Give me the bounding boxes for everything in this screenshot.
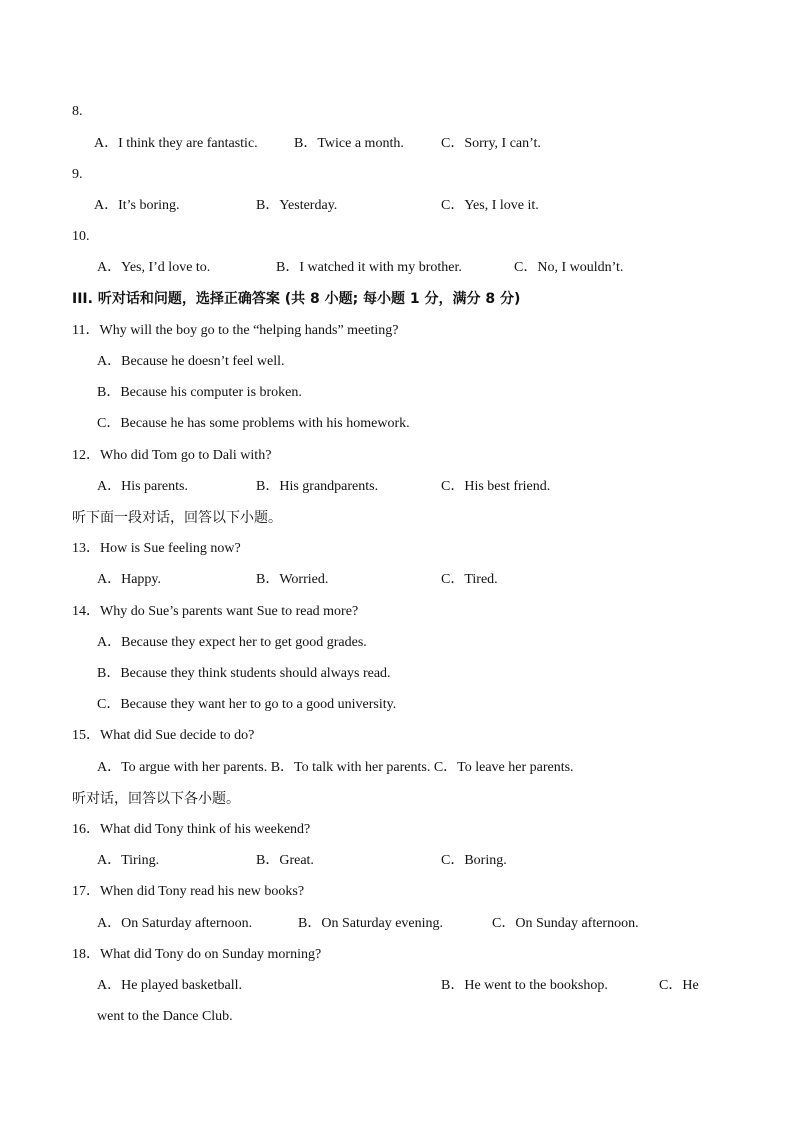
q12-stem: 12．Who did Tom go to Dali with? — [72, 448, 272, 463]
section-3-heading: III. 听对话和问题，选择正确答案 (共 8 小题; 每小题 1 分，满分 8 分) — [72, 291, 521, 307]
question-10-number: 10. — [72, 229, 90, 244]
q14-option-b: B．Because they think students should always read. — [97, 666, 391, 681]
q13-option-a: A．Happy. — [97, 572, 162, 587]
question-9-number: 9. — [72, 167, 83, 182]
q14-stem: 14．Why do Sue’s parents want Sue to read more? — [72, 604, 359, 619]
q12-option-a: A．His parents. — [97, 479, 188, 494]
q16-option-a: A．Tiring. — [97, 853, 160, 868]
q17-option-c: C．On Sunday afternoon. — [492, 916, 639, 931]
q18-stem: 18．What did Tony do on Sunday morning? — [72, 947, 322, 962]
q8-option-b: B．Twice a month. — [294, 136, 404, 151]
q11-option-c: C．Because he has some problems with his homework. — [97, 416, 410, 431]
q12-option-b: B．His grandparents. — [256, 479, 379, 494]
q13-stem: 13．How is Sue feeling now? — [72, 541, 241, 556]
q10-option-c: C．No, I wouldn’t. — [514, 260, 624, 275]
q8-option-c: C．Sorry, I can’t. — [441, 136, 541, 151]
q11-option-a: A．Because he doesn’t feel well. — [97, 354, 285, 369]
q16-option-c: C．Boring. — [441, 853, 507, 868]
q14-option-a: A．Because they expect her to get good grades. — [97, 635, 367, 650]
instruction-note-2: 听对话，回答以下各小题。 — [72, 791, 240, 807]
q9-option-a: A．It’s boring. — [94, 198, 180, 213]
q18-option-b: B．He went to the bookshop. — [441, 978, 608, 993]
q18-option-c-continued: went to the Dance Club. — [97, 1009, 233, 1024]
q14-option-c: C．Because they want her to go to a good university. — [97, 697, 397, 712]
q9-option-c: C．Yes, I love it. — [441, 198, 539, 213]
q17-option-b: B．On Saturday evening. — [298, 916, 444, 931]
q11-option-b: B．Because his computer is broken. — [97, 385, 302, 400]
q15-stem: 15．What did Sue decide to do? — [72, 728, 255, 743]
instruction-note-1: 听下面一段对话，回答以下小题。 — [72, 510, 282, 526]
q11-stem: 11．Why will the boy go to the “helping hands” meeting? — [72, 323, 399, 338]
q13-option-c: C．Tired. — [441, 572, 498, 587]
q16-option-b: B．Great. — [256, 853, 314, 868]
q17-stem: 17．When did Tony read his new books? — [72, 884, 305, 899]
q12-option-c: C．His best friend. — [441, 479, 551, 494]
q17-option-a: A．On Saturday afternoon. — [97, 916, 253, 931]
question-8-number: 8. — [72, 104, 83, 119]
q10-option-a: A．Yes, I’d love to. — [97, 260, 211, 275]
q9-option-b: B．Yesterday. — [256, 198, 338, 213]
q18-option-c: C．He — [659, 978, 699, 993]
q15-options: A．To argue with her parents. B．To talk with her parents. C．To leave her parents. — [97, 760, 574, 775]
q8-option-a: A．I think they are fantastic. — [94, 136, 258, 151]
q13-option-b: B．Worried. — [256, 572, 329, 587]
q16-stem: 16．What did Tony think of his weekend? — [72, 822, 311, 837]
q10-option-b: B．I watched it with my brother. — [276, 260, 462, 275]
q18-option-a: A．He played basketball. — [97, 978, 243, 993]
